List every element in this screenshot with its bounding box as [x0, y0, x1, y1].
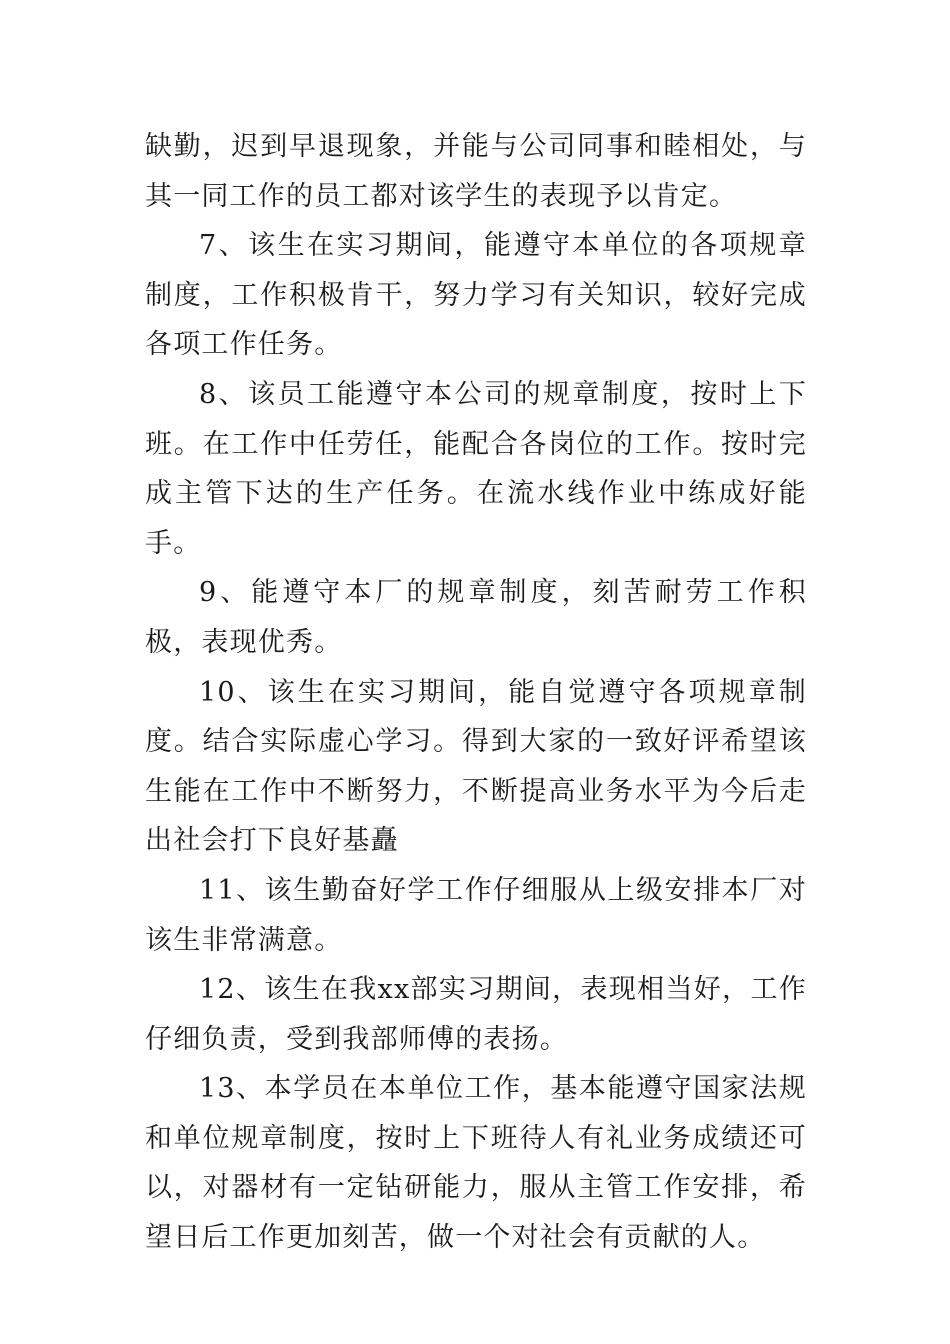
paragraph-item-10: 10、该生在实习期间，能自觉遵守各项规章制度。结合实际虚心学习。得到大家的一致好评希望该生能在工作中不断努力，不断提高业务水平为今后走出社会打下良好基矗	[145, 676, 807, 857]
paragraph-item-13: 13、本学员在本单位工作，基本能遵守国家法规和单位规章制度，按时上下班待人有礼业务成绩还可以，对器材有一定钻研能力，服从主管工作安排，希望日后工作更加刻苦，做一个对社会有贡献的人。	[145, 1073, 807, 1254]
paragraph-item-7: 7、该生在实习期间，能遵守本单位的各项规章制度，工作积极肯干，努力学习有关知识，较好完成各项工作任务。	[145, 230, 807, 361]
paragraph-item-11: 11、该生勤奋好学工作仔细服从上级安排本厂对该生非常满意。	[145, 874, 807, 956]
paragraph-item-9: 9、能遵守本厂的规章制度，刻苦耐劳工作积极，表现优秀。	[145, 577, 807, 658]
document-body	[145, 122, 807, 1263]
paragraph-item-12: 12、该生在我xx部实习期间，表现相当好，工作仔细负责，受到我部师傅的表扬。	[145, 974, 807, 1055]
paragraph-continuation: 缺勤，迟到早退现象，并能与公司同事和睦相处，与其一同工作的员工都对该学生的表现予以肯定。	[145, 131, 807, 212]
paragraph-item-8: 8、该员工能遵守本公司的规章制度，按时上下班。在工作中任劳任，能配合各岗位的工作。按时完成主管下达的生产任务。在流水线作业中练成好能手。	[145, 378, 807, 559]
